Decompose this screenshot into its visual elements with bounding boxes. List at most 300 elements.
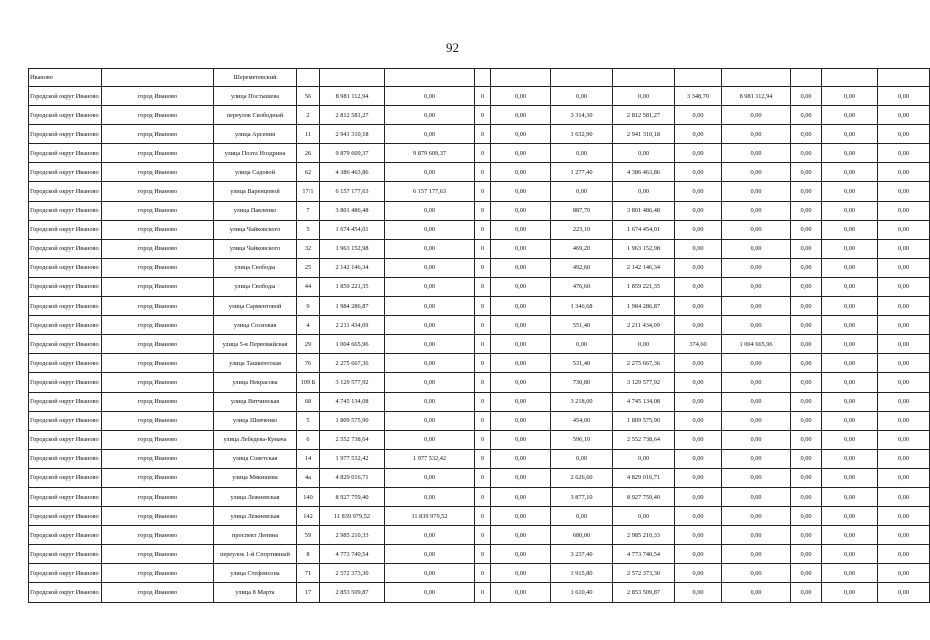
cell-c5: 4 773 740,54 — [613, 545, 675, 564]
cell-c10: 0,00 — [878, 564, 930, 583]
cell-house: 56 — [297, 87, 320, 106]
cell-c1: 11 839 979,52 — [385, 507, 475, 526]
cell-c4: 0,00 — [551, 144, 613, 163]
cell-c3: 0,00 — [491, 487, 551, 506]
cell-city: город Иваново — [102, 392, 214, 411]
cell-c5: 1 859 221,35 — [613, 277, 675, 296]
cell-c8: 0,00 — [791, 316, 822, 335]
table-row — [29, 583, 930, 602]
cell-c10: 0,00 — [878, 201, 930, 220]
cell-c9: 0,00 — [822, 430, 878, 449]
cell-c5: 2 275 667,36 — [613, 354, 675, 373]
cell-c10: 0,00 — [878, 106, 930, 125]
cell-c10: 0,00 — [878, 125, 930, 144]
cell-c6: 0,00 — [675, 526, 722, 545]
cell-c1: 6 157 177,63 — [385, 182, 475, 201]
cell-municipality: Городской округ Иваново — [29, 564, 102, 583]
table-row — [29, 106, 930, 125]
cell-c2: 0 — [475, 411, 491, 430]
cell-municipality: Городской округ Иваново — [29, 144, 102, 163]
cell-c9: 0,00 — [822, 335, 878, 354]
cell-municipality: Городской округ Иваново — [29, 125, 102, 144]
cell-c2: 0 — [475, 106, 491, 125]
cell-total: 2 812 581,27 — [320, 106, 385, 125]
cell-total: 1 859 221,35 — [320, 277, 385, 296]
cell-c1: 0,00 — [385, 316, 475, 335]
cell-c9: 0,00 — [822, 87, 878, 106]
cell-c3: 0,00 — [491, 277, 551, 296]
cell-house: 26 — [297, 144, 320, 163]
cell-c5: 2 985 210,33 — [613, 526, 675, 545]
cell-c6: 0,00 — [675, 468, 722, 487]
cell-c3: 0,00 — [491, 392, 551, 411]
cell-c8: 0,00 — [791, 163, 822, 182]
cell-c4 — [551, 69, 613, 87]
cell-c3: 0,00 — [491, 201, 551, 220]
cell-house: 140 — [297, 487, 320, 506]
cell-c4: 223,10 — [551, 220, 613, 239]
cell-c1: 0,00 — [385, 354, 475, 373]
cell-c10: 0,00 — [878, 220, 930, 239]
cell-total: 8 927 759,40 — [320, 487, 385, 506]
cell-municipality: Городской округ Иваново — [29, 106, 102, 125]
cell-street: улица Свободы — [214, 258, 297, 277]
cell-city: город Иваново — [102, 163, 214, 182]
cell-c1: 0,00 — [385, 392, 475, 411]
cell-c3: 0,00 — [491, 239, 551, 258]
cell-house: 9 — [297, 297, 320, 316]
cell-total: 2 985 210,33 — [320, 526, 385, 545]
cell-c7: 0,00 — [722, 392, 791, 411]
cell-street: улица Советская — [214, 449, 297, 468]
table-row — [29, 564, 930, 583]
cell-city: город Иваново — [102, 106, 214, 125]
cell-c9: 0,00 — [822, 239, 878, 258]
cell-municipality: Городской округ Иваново — [29, 201, 102, 220]
cell-street: улица Садовой — [214, 163, 297, 182]
cell-city: город Иваново — [102, 430, 214, 449]
cell-c9: 0,00 — [822, 144, 878, 163]
cell-city: город Иваново — [102, 87, 214, 106]
table-row — [29, 87, 930, 106]
cell-c8: 0,00 — [791, 297, 822, 316]
cell-c6: 0,00 — [675, 373, 722, 392]
cell-city: город Иваново — [102, 564, 214, 583]
cell-c7: 0,00 — [722, 545, 791, 564]
cell-street: улица Сарментовой — [214, 297, 297, 316]
cell-c3: 0,00 — [491, 125, 551, 144]
table-row — [29, 277, 930, 296]
cell-c2: 0 — [475, 449, 491, 468]
cell-c8: 0,00 — [791, 545, 822, 564]
cell-c7: 0,00 — [722, 106, 791, 125]
cell-city: город Иваново — [102, 258, 214, 277]
cell-c9: 0,00 — [822, 487, 878, 506]
cell-c1: 0,00 — [385, 373, 475, 392]
cell-c5: 2 142 146,34 — [613, 258, 675, 277]
cell-street: улица Шевченко — [214, 411, 297, 430]
cell-total: 6 157 177,63 — [320, 182, 385, 201]
cell-c6: 374,60 — [675, 335, 722, 354]
cell-c4: 0,00 — [551, 87, 613, 106]
cell-c4: 3 314,30 — [551, 106, 613, 125]
cell-c9: 0,00 — [822, 526, 878, 545]
cell-municipality: Городской округ Иваново — [29, 163, 102, 182]
cell-c7: 0,00 — [722, 239, 791, 258]
cell-c2: 0 — [475, 468, 491, 487]
cell-c3 — [491, 69, 551, 87]
cell-c7: 0,00 — [722, 182, 791, 201]
table-row — [29, 144, 930, 163]
cell-c9: 0,00 — [822, 125, 878, 144]
cell-municipality: Городской округ Иваново — [29, 182, 102, 201]
table-body — [29, 69, 930, 603]
cell-street: улица Вятчинская — [214, 392, 297, 411]
cell-c6: 0,00 — [675, 449, 722, 468]
cell-c1: 0,00 — [385, 201, 475, 220]
cell-c2: 0 — [475, 354, 491, 373]
cell-house: 62 — [297, 163, 320, 182]
cell-c7: 0,00 — [722, 258, 791, 277]
cell-c9: 0,00 — [822, 354, 878, 373]
table-row — [29, 163, 930, 182]
cell-c7: 0,00 — [722, 430, 791, 449]
cell-c8: 0,00 — [791, 373, 822, 392]
table-row — [29, 125, 930, 144]
cell-c2: 0 — [475, 335, 491, 354]
cell-total: 1 984 286,87 — [320, 297, 385, 316]
cell-c1: 0,00 — [385, 564, 475, 583]
cell-c8: 0,00 — [791, 411, 822, 430]
cell-municipality: Городской округ Иваново — [29, 239, 102, 258]
cell-municipality: Городской округ Иваново — [29, 258, 102, 277]
cell-street: улица Некрасова — [214, 373, 297, 392]
cell-c10: 0,00 — [878, 239, 930, 258]
cell-c6: 0,00 — [675, 125, 722, 144]
cell-house: 4а — [297, 468, 320, 487]
cell-c6: 0,00 — [675, 487, 722, 506]
cell-municipality: Городской округ Иваново — [29, 468, 102, 487]
cell-house: 44 — [297, 277, 320, 296]
cell-c3: 0,00 — [491, 258, 551, 277]
cell-c6: 0,00 — [675, 106, 722, 125]
table-row — [29, 487, 930, 506]
cell-c4: 730,80 — [551, 373, 613, 392]
table-row — [29, 297, 930, 316]
cell-c7: 0,00 — [722, 583, 791, 602]
cell-c8: 0,00 — [791, 526, 822, 545]
cell-c1: 0,00 — [385, 583, 475, 602]
cell-c4: 0,00 — [551, 507, 613, 526]
cell-c5: 0,00 — [613, 182, 675, 201]
cell-c8: 0,00 — [791, 354, 822, 373]
cell-c8: 0,00 — [791, 182, 822, 201]
cell-house: 17 — [297, 583, 320, 602]
cell-c7: 0,00 — [722, 144, 791, 163]
cell-c5: 0,00 — [613, 335, 675, 354]
cell-c1: 1 977 532,42 — [385, 449, 475, 468]
cell-c10: 0,00 — [878, 411, 930, 430]
cell-c6: 0,00 — [675, 430, 722, 449]
cell-c10: 0,00 — [878, 354, 930, 373]
cell-c1: 0,00 — [385, 125, 475, 144]
cell-c2: 0 — [475, 373, 491, 392]
cell-street: улица Свободы — [214, 277, 297, 296]
cell-c10: 0,00 — [878, 373, 930, 392]
cell-total: 1 977 532,42 — [320, 449, 385, 468]
cell-municipality: Городской округ Иваново — [29, 430, 102, 449]
cell-c10: 0,00 — [878, 545, 930, 564]
cell-street: улица Постышева — [214, 87, 297, 106]
cell-c3: 0,00 — [491, 182, 551, 201]
cell-total — [320, 69, 385, 87]
cell-c3: 0,00 — [491, 411, 551, 430]
cell-c9: 0,00 — [822, 449, 878, 468]
cell-c6: 0,00 — [675, 258, 722, 277]
cell-c10: 0,00 — [878, 449, 930, 468]
cell-c9: 0,00 — [822, 163, 878, 182]
table-row — [29, 430, 930, 449]
cell-municipality: Городской округ Иваново — [29, 373, 102, 392]
cell-c3: 0,00 — [491, 354, 551, 373]
cell-c7: 0,00 — [722, 564, 791, 583]
cell-c1: 0,00 — [385, 220, 475, 239]
cell-c10: 0,00 — [878, 316, 930, 335]
cell-total: 2 572 373,30 — [320, 564, 385, 583]
cell-c6: 0,00 — [675, 297, 722, 316]
cell-house: 14 — [297, 449, 320, 468]
cell-c7: 0,00 — [722, 277, 791, 296]
cell-house: 76 — [297, 354, 320, 373]
cell-c8: 0,00 — [791, 507, 822, 526]
cell-c9: 0,00 — [822, 583, 878, 602]
cell-c5: 2 941 310,18 — [613, 125, 675, 144]
cell-c8: 0,00 — [791, 258, 822, 277]
cell-c6: 0,00 — [675, 182, 722, 201]
cell-c10: 0,00 — [878, 392, 930, 411]
cell-c7 — [722, 69, 791, 87]
cell-c6: 0,00 — [675, 507, 722, 526]
cell-c3: 0,00 — [491, 583, 551, 602]
table-row — [29, 316, 930, 335]
cell-c7: 0,00 — [722, 411, 791, 430]
cell-c4: 1 632,90 — [551, 125, 613, 144]
cell-c2: 0 — [475, 430, 491, 449]
cell-c10: 0,00 — [878, 182, 930, 201]
cell-c8: 0,00 — [791, 239, 822, 258]
cell-c2: 0 — [475, 316, 491, 335]
cell-house: 5 — [297, 220, 320, 239]
cell-street: улица Лежневская — [214, 487, 297, 506]
cell-city: город Иваново — [102, 583, 214, 602]
table-row — [29, 258, 930, 277]
cell-street: улица Мякишева — [214, 468, 297, 487]
cell-c2: 0 — [475, 487, 491, 506]
cell-c1: 0,00 — [385, 468, 475, 487]
cell-city: город Иваново — [102, 487, 214, 506]
cell-c8: 0,00 — [791, 335, 822, 354]
cell-c6: 0,00 — [675, 239, 722, 258]
cell-street: улица Сосновая — [214, 316, 297, 335]
cell-c10: 0,00 — [878, 583, 930, 602]
cell-municipality: Городской округ Иваново — [29, 583, 102, 602]
cell-street: переулок 1-й Спортивный — [214, 545, 297, 564]
cell-house: 2 — [297, 106, 320, 125]
cell-total: 4 829 016,71 — [320, 468, 385, 487]
cell-c3: 0,00 — [491, 87, 551, 106]
cell-c6 — [675, 69, 722, 87]
cell-c2: 0 — [475, 564, 491, 583]
cell-c1: 0,00 — [385, 258, 475, 277]
cell-city: город Иваново — [102, 507, 214, 526]
cell-c3: 0,00 — [491, 507, 551, 526]
cell-c5: 1 963 152,98 — [613, 239, 675, 258]
cell-c7: 0,00 — [722, 297, 791, 316]
cell-c8: 0,00 — [791, 449, 822, 468]
cell-street: улица Арсения — [214, 125, 297, 144]
registry-table — [28, 68, 930, 603]
cell-municipality: Иваново — [29, 69, 102, 87]
cell-house: 17/1 — [297, 182, 320, 201]
cell-c4: 0,00 — [551, 449, 613, 468]
cell-municipality: Городской округ Иваново — [29, 297, 102, 316]
cell-c7: 0,00 — [722, 201, 791, 220]
cell-house: 7 — [297, 201, 320, 220]
cell-c2: 0 — [475, 220, 491, 239]
cell-c5: 2 812 581,27 — [613, 106, 675, 125]
cell-c4: 680,00 — [551, 526, 613, 545]
cell-city: город Иваново — [102, 316, 214, 335]
cell-c1: 0,00 — [385, 545, 475, 564]
cell-c1 — [385, 69, 475, 87]
table-row — [29, 220, 930, 239]
cell-c2: 0 — [475, 125, 491, 144]
cell-c3: 0,00 — [491, 297, 551, 316]
cell-c7: 0,00 — [722, 487, 791, 506]
cell-c4: 0,00 — [551, 335, 613, 354]
cell-city: город Иваново — [102, 335, 214, 354]
cell-c5: 0,00 — [613, 507, 675, 526]
cell-total: 1 963 152,98 — [320, 239, 385, 258]
cell-c6: 0,00 — [675, 163, 722, 182]
cell-c4: 469,20 — [551, 239, 613, 258]
cell-c6: 0,00 — [675, 277, 722, 296]
cell-house: 11 — [297, 125, 320, 144]
cell-c10: 0,00 — [878, 277, 930, 296]
cell-c1: 0,00 — [385, 430, 475, 449]
cell-c2: 0 — [475, 526, 491, 545]
cell-c6: 0,00 — [675, 220, 722, 239]
cell-municipality: Городской округ Иваново — [29, 316, 102, 335]
cell-c4: 492,60 — [551, 258, 613, 277]
cell-c3: 0,00 — [491, 526, 551, 545]
cell-house: 8 — [297, 545, 320, 564]
cell-street: улица 5-я Первомайская — [214, 335, 297, 354]
cell-c9: 0,00 — [822, 411, 878, 430]
cell-c1: 0,00 — [385, 239, 475, 258]
cell-c6: 3 348,70 — [675, 87, 722, 106]
cell-c7: 8 981 112,94 — [722, 87, 791, 106]
cell-total: 8 981 112,94 — [320, 87, 385, 106]
cell-c2: 0 — [475, 297, 491, 316]
cell-city: город Иваново — [102, 144, 214, 163]
cell-c9: 0,00 — [822, 182, 878, 201]
cell-c4: 596,10 — [551, 430, 613, 449]
cell-city: город Иваново — [102, 182, 214, 201]
cell-c5: 2 211 434,09 — [613, 316, 675, 335]
cell-city: город Иваново — [102, 449, 214, 468]
cell-c6: 0,00 — [675, 411, 722, 430]
cell-c5: 2 853 509,87 — [613, 583, 675, 602]
cell-c10: 0,00 — [878, 430, 930, 449]
cell-c6: 0,00 — [675, 144, 722, 163]
cell-city: город Иваново — [102, 354, 214, 373]
cell-c3: 0,00 — [491, 335, 551, 354]
cell-c2: 0 — [475, 201, 491, 220]
cell-street: улица Лежневская — [214, 507, 297, 526]
cell-c9: 0,00 — [822, 297, 878, 316]
cell-c10: 0,00 — [878, 258, 930, 277]
cell-c5: 2 552 738,64 — [613, 430, 675, 449]
cell-c10 — [878, 69, 930, 87]
cell-c6: 0,00 — [675, 545, 722, 564]
cell-c3: 0,00 — [491, 373, 551, 392]
cell-municipality: Городской округ Иваново — [29, 545, 102, 564]
cell-c10: 0,00 — [878, 144, 930, 163]
cell-c1: 0,00 — [385, 526, 475, 545]
cell-city — [102, 69, 214, 87]
cell-c3: 0,00 — [491, 545, 551, 564]
table-row — [29, 545, 930, 564]
cell-c6: 0,00 — [675, 201, 722, 220]
cell-street: улица 8 Марта — [214, 583, 297, 602]
table-row — [29, 239, 930, 258]
cell-c5: 0,00 — [613, 449, 675, 468]
cell-municipality: Городской округ Иваново — [29, 411, 102, 430]
table-row — [29, 182, 930, 201]
cell-street: переулок Свободный — [214, 106, 297, 125]
cell-c8: 0,00 — [791, 87, 822, 106]
cell-c5: 1 674 454,01 — [613, 220, 675, 239]
cell-c8: 0,00 — [791, 106, 822, 125]
cell-c5 — [613, 69, 675, 87]
cell-street: улица Поэта Ноздрина — [214, 144, 297, 163]
cell-c7: 0,00 — [722, 354, 791, 373]
cell-city: город Иваново — [102, 411, 214, 430]
cell-c7: 0,00 — [722, 526, 791, 545]
cell-c8: 0,00 — [791, 564, 822, 583]
cell-c7: 0,00 — [722, 449, 791, 468]
cell-c2: 0 — [475, 163, 491, 182]
cell-c4: 531,40 — [551, 354, 613, 373]
cell-total: 11 839 979,52 — [320, 507, 385, 526]
cell-total: 2 142 146,34 — [320, 258, 385, 277]
cell-c4: 454,00 — [551, 411, 613, 430]
cell-c8: 0,00 — [791, 201, 822, 220]
cell-c5: 0,00 — [613, 144, 675, 163]
cell-city: город Иваново — [102, 201, 214, 220]
cell-c2: 0 — [475, 87, 491, 106]
cell-c9: 0,00 — [822, 316, 878, 335]
cell-municipality: Городской округ Иваново — [29, 449, 102, 468]
cell-total: 4 386 463,86 — [320, 163, 385, 182]
cell-c9: 0,00 — [822, 545, 878, 564]
cell-c7: 0,00 — [722, 125, 791, 144]
table-row — [29, 411, 930, 430]
table-row — [29, 373, 930, 392]
cell-city: город Иваново — [102, 220, 214, 239]
cell-c7: 0,00 — [722, 220, 791, 239]
